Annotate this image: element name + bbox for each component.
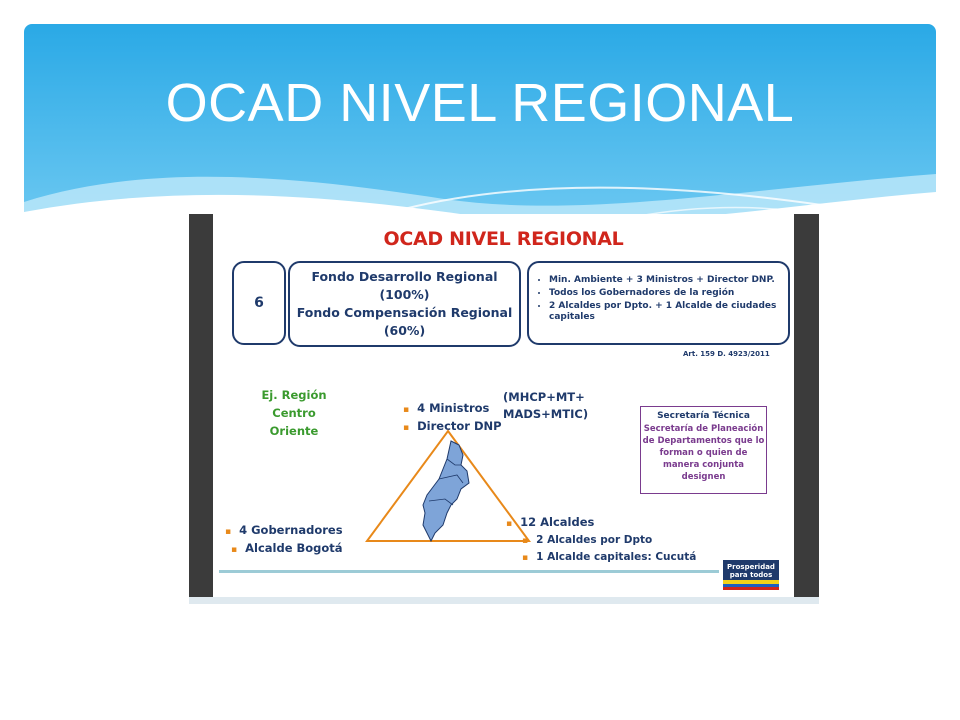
ministros-item: ▪ 4 Ministros <box>403 401 490 415</box>
prosperidad-logo <box>723 560 779 590</box>
fondos-box <box>288 261 521 347</box>
gobernadores-list <box>225 522 343 558</box>
members-item: • Todos los Gobernadores de la región <box>549 288 782 299</box>
example-region-line: Centro <box>272 406 316 420</box>
fondo-desarrollo-pct: (100%) <box>379 287 430 302</box>
fondo-compensacion-label: Fondo Compensación Regional <box>296 305 513 320</box>
ministros-item: ▪ Director DNP <box>403 419 502 433</box>
members-item: • Min. Ambiente + 3 Ministros + Director DNP. <box>549 275 782 286</box>
image-bottom-strip <box>189 597 819 604</box>
secretaria-body: Secretaría de Planeación de Departamentos que lo forman o quien de manera conjunta designen <box>642 424 765 482</box>
count-value: 6 <box>254 295 264 311</box>
slide-title: OCAD NIVEL REGIONAL <box>165 73 795 133</box>
gobernadores-item: ▪ Alcalde Bogotá <box>231 541 343 555</box>
sectors-line: (MHCP+MT+ <box>503 390 585 404</box>
gobernadores-item: ▪ 4 Gobernadores <box>225 523 343 537</box>
sectors-line: MADS+MTIC) <box>503 407 589 421</box>
members-list <box>539 275 782 323</box>
members-item: • 2 Alcaldes por Dpto. + 1 Alcalde de ciudades capitales <box>549 301 782 323</box>
secretaria-title: Secretaría Técnica <box>657 411 750 421</box>
example-region-line: Ej. Región <box>261 388 327 402</box>
logo-text: para todos <box>729 571 773 579</box>
secretaria-tecnica-box <box>640 406 767 494</box>
divider-line <box>219 570 719 573</box>
article-reference: Art. 159 D. 4923/2011 <box>683 350 770 358</box>
count-box <box>232 261 286 345</box>
members-box <box>527 261 790 345</box>
example-region-label <box>249 386 339 440</box>
alcaldes-subitem: ▪ 1 Alcalde capitales: Cucutá <box>522 551 697 563</box>
embedded-title: OCAD NIVEL REGIONAL <box>383 228 624 250</box>
example-region-line: Oriente <box>269 424 319 438</box>
logo-text: Prosperidad <box>727 563 775 571</box>
alcaldes-subitem: ▪ 2 Alcaldes por Dpto <box>522 534 653 546</box>
alcaldes-list <box>506 514 696 566</box>
embedded-slide-image <box>189 214 819 604</box>
sectors-label <box>503 389 588 423</box>
fondo-compensacion-pct: (60%) <box>383 323 426 338</box>
alcaldes-item: ▪ 12 Alcaldes <box>506 515 595 529</box>
embedded-slide-content <box>213 214 794 598</box>
fondo-desarrollo-label: Fondo Desarrollo Regional <box>311 269 498 284</box>
